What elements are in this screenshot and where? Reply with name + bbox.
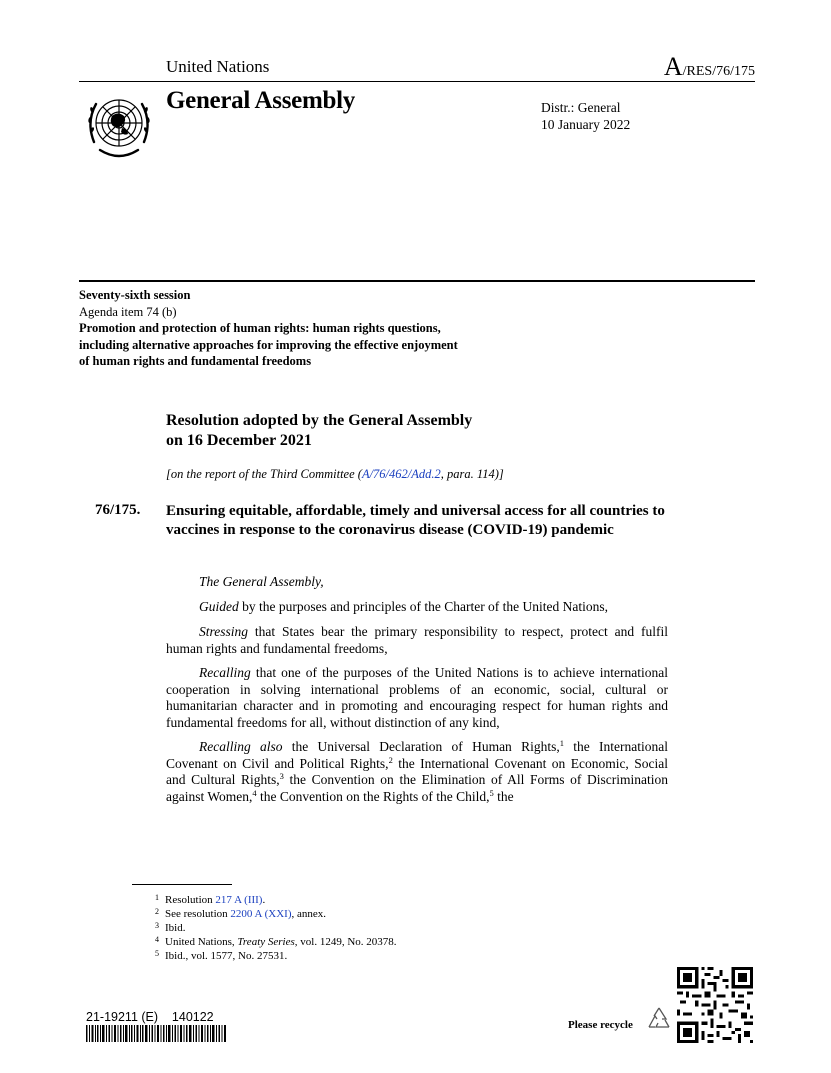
footnote-5 xyxy=(155,947,287,964)
session-block xyxy=(79,287,459,370)
header-rule xyxy=(79,81,755,82)
recycle-label: Please recycle xyxy=(568,1019,633,1031)
footnote-text: Treaty Series xyxy=(237,936,295,948)
paragraph-text: that States bear the primary responsibility to respect, protect and fulfil human rights and fundamental freedoms, xyxy=(166,624,668,656)
footnote-rule xyxy=(132,884,232,885)
report-link[interactable]: A/76/462/Add.2 xyxy=(361,467,441,481)
footnote-text: Ibid. xyxy=(165,922,186,934)
session-name: Seventy-sixth session xyxy=(79,288,191,302)
issue-date: 10 January 2022 xyxy=(541,117,631,132)
paragraph-stressing xyxy=(166,624,668,657)
recycle-icon xyxy=(645,1005,673,1033)
paragraph-guided xyxy=(166,599,668,616)
paragraph-lead: Stressing xyxy=(199,624,249,639)
resolution-number: 76/175. xyxy=(95,502,141,518)
paragraph-recalling xyxy=(166,665,668,731)
resolution-heading xyxy=(166,411,472,451)
preamble-opening-text: The General Assembly, xyxy=(199,574,324,589)
resolution-heading-line1: Resolution adopted by the General Assembly xyxy=(166,412,473,429)
footnote-text: Resolution xyxy=(165,894,216,906)
paragraph-text: the Convention on the Rights of the Child, xyxy=(256,788,490,804)
paragraph-recalling-also xyxy=(166,739,668,805)
report-prefix: [on the report of the Third Committee ( xyxy=(166,467,362,481)
footnote-text: . xyxy=(262,894,266,906)
paragraph-text: the Universal Declaration of Human Rights, xyxy=(282,739,560,754)
paragraph-text: by the purposes and principles of the Charter of the United Nations, xyxy=(238,599,609,614)
footnote-ref[interactable]: 4 xyxy=(252,787,257,798)
session-rule xyxy=(79,280,755,282)
footnote-text: See resolution xyxy=(165,908,231,920)
document-symbol-letter: A xyxy=(663,52,683,81)
footnote-number: 1 xyxy=(155,893,159,902)
paragraph-text: the International Covenant on Civil and Political Rights, xyxy=(166,739,668,771)
preamble-opening xyxy=(166,574,668,591)
distribution: Distr.: General xyxy=(541,100,621,115)
paragraph-text: the Convention on the Elimination of All Forms of Discrimination against Women, xyxy=(166,772,669,804)
footnote-link[interactable]: 2200 A (XXI) xyxy=(230,908,292,920)
footnote-text: Ibid., vol. 1577, No. 27531. xyxy=(165,950,288,962)
footnote-ref[interactable]: 2 xyxy=(388,754,393,765)
footnote-ref[interactable]: 1 xyxy=(559,738,564,748)
un-emblem-icon xyxy=(82,90,156,164)
resolution-title: Ensuring equitable, affordable, timely and universal access for all countries to vaccines in response to the coronavirus disease (COVID-19) pandemic xyxy=(166,503,665,539)
footnote-number: 3 xyxy=(155,921,159,930)
org-name: United Nations xyxy=(166,57,270,76)
barcode-icon xyxy=(86,1025,226,1042)
document-symbol xyxy=(664,52,755,82)
paragraph-text: the International Covenant on Economic, Social and Cultural Rights, xyxy=(166,755,668,788)
footnote-ref[interactable]: 3 xyxy=(279,771,284,782)
agenda-item-title: Promotion and protection of human rights: human rights questions, including alternative approaches for improving the effective enjoyment of human rights and fundamental freedoms xyxy=(79,321,458,368)
footnote-number: 4 xyxy=(155,935,159,944)
footnote-ref[interactable]: 5 xyxy=(489,787,494,798)
document-number: 21-19211 (E) 140122 xyxy=(86,1010,214,1024)
paragraph-lead: Guided xyxy=(199,599,239,614)
paragraph-lead: Recalling xyxy=(199,665,251,680)
footnote-link[interactable]: 217 A (III) xyxy=(215,894,263,906)
committee-report-note xyxy=(166,467,504,482)
report-suffix: , para. 114)] xyxy=(440,467,504,481)
footnote-number: 5 xyxy=(155,949,159,958)
qr-code-icon xyxy=(677,967,753,1043)
footnote-number: 2 xyxy=(155,907,159,916)
agenda-item: Agenda item 74 (b) xyxy=(79,304,177,319)
paragraph-text: that one of the purposes of the United Nations is to achieve international cooperation in solving international problems of an economic, social, cultural or humanitarian character and in promoting and encouraging respect for human rights and fundamental freedoms for all, without distinction of any kind, xyxy=(166,665,668,730)
document-symbol-rest: /RES/76/175 xyxy=(682,64,755,79)
footnote-text: United Nations, xyxy=(165,936,238,948)
paragraph-lead: Recalling also xyxy=(199,739,283,754)
distribution-block xyxy=(541,99,630,133)
body-title: General Assembly xyxy=(166,87,355,114)
paragraph-text: the xyxy=(493,788,514,804)
footnote-text: , annex. xyxy=(291,908,327,920)
footnote-text: , vol. 1249, No. 20378. xyxy=(294,936,397,948)
resolution-heading-line2: on 16 December 2021 xyxy=(166,432,312,449)
